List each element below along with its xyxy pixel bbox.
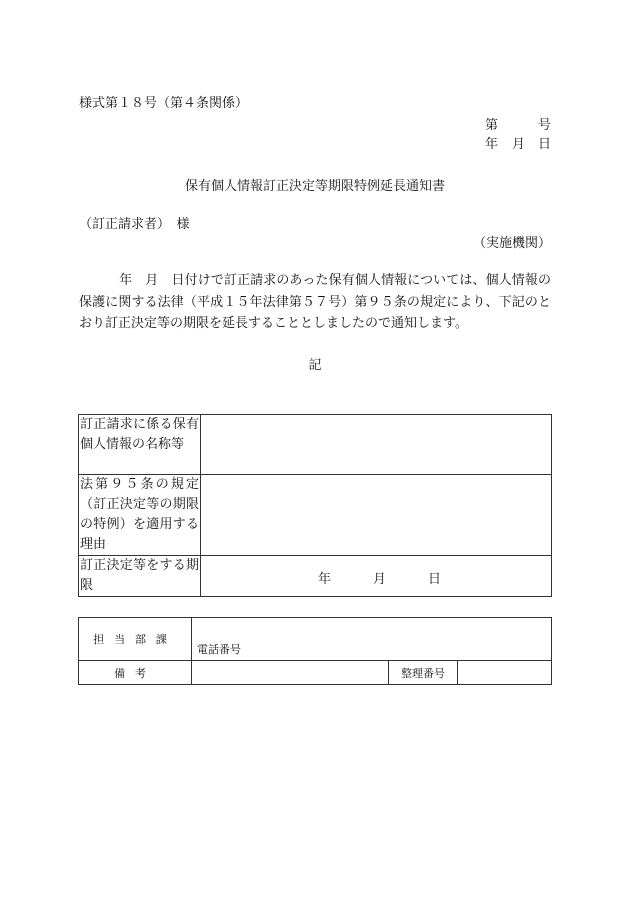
doc-no-prefix: 第	[485, 118, 499, 133]
office-table	[78, 617, 552, 685]
deadline-field[interactable]	[201, 556, 552, 597]
deadline-year: 年	[318, 572, 332, 587]
main-table	[78, 414, 552, 597]
info-name-field[interactable]	[201, 415, 552, 475]
date-year: 年	[485, 137, 499, 152]
department-label: 担当部課	[79, 618, 192, 661]
ki-heading: 記	[308, 358, 322, 373]
date-day: 日	[537, 137, 551, 152]
phone-label: 電話番号	[197, 643, 241, 656]
doc-no-suffix: 号	[537, 118, 551, 133]
body-text: 年 月 日付けで訂正請求のあった保有個人情報については、個人情報の保護に関する法律（平成１５年法律第５７号）第９５条の規定により、下記のとおり訂正決定等の期限を延長することとしましたので通知します。	[79, 273, 551, 331]
deadline-month: 月	[373, 572, 387, 587]
deadline-day: 日	[428, 572, 442, 587]
table-row	[79, 556, 552, 597]
document-title: 保有個人情報訂正決定等期限特例延長通知書	[184, 179, 445, 194]
document-number	[485, 117, 551, 135]
body-paragraph	[79, 270, 551, 335]
row-label-info-name: 訂正請求に係る保有個人情報の名称等	[79, 415, 201, 475]
remarks-label: 備考	[79, 661, 192, 685]
department-field[interactable]	[192, 618, 552, 661]
reason-field[interactable]	[201, 475, 552, 556]
table-row	[79, 618, 552, 661]
form-number: 様式第１８号（第４条関係）	[79, 96, 249, 111]
row-label-deadline: 訂正決定等をする期限	[79, 556, 201, 597]
date-month: 月	[512, 137, 526, 152]
ref-number-field[interactable]	[458, 661, 552, 685]
recipient: （訂正請求者） 様	[79, 217, 190, 232]
table-row	[79, 475, 552, 556]
ref-number-label: 整理番号	[389, 661, 458, 685]
table-row	[79, 661, 552, 685]
remarks-field[interactable]	[192, 661, 389, 685]
agency: （実施機関）	[472, 236, 551, 251]
table-row	[79, 415, 552, 475]
row-label-reason: 法第９５条の規定（訂正決定等の期限の特例）を適用する理由	[79, 475, 201, 556]
document-date	[485, 136, 551, 154]
